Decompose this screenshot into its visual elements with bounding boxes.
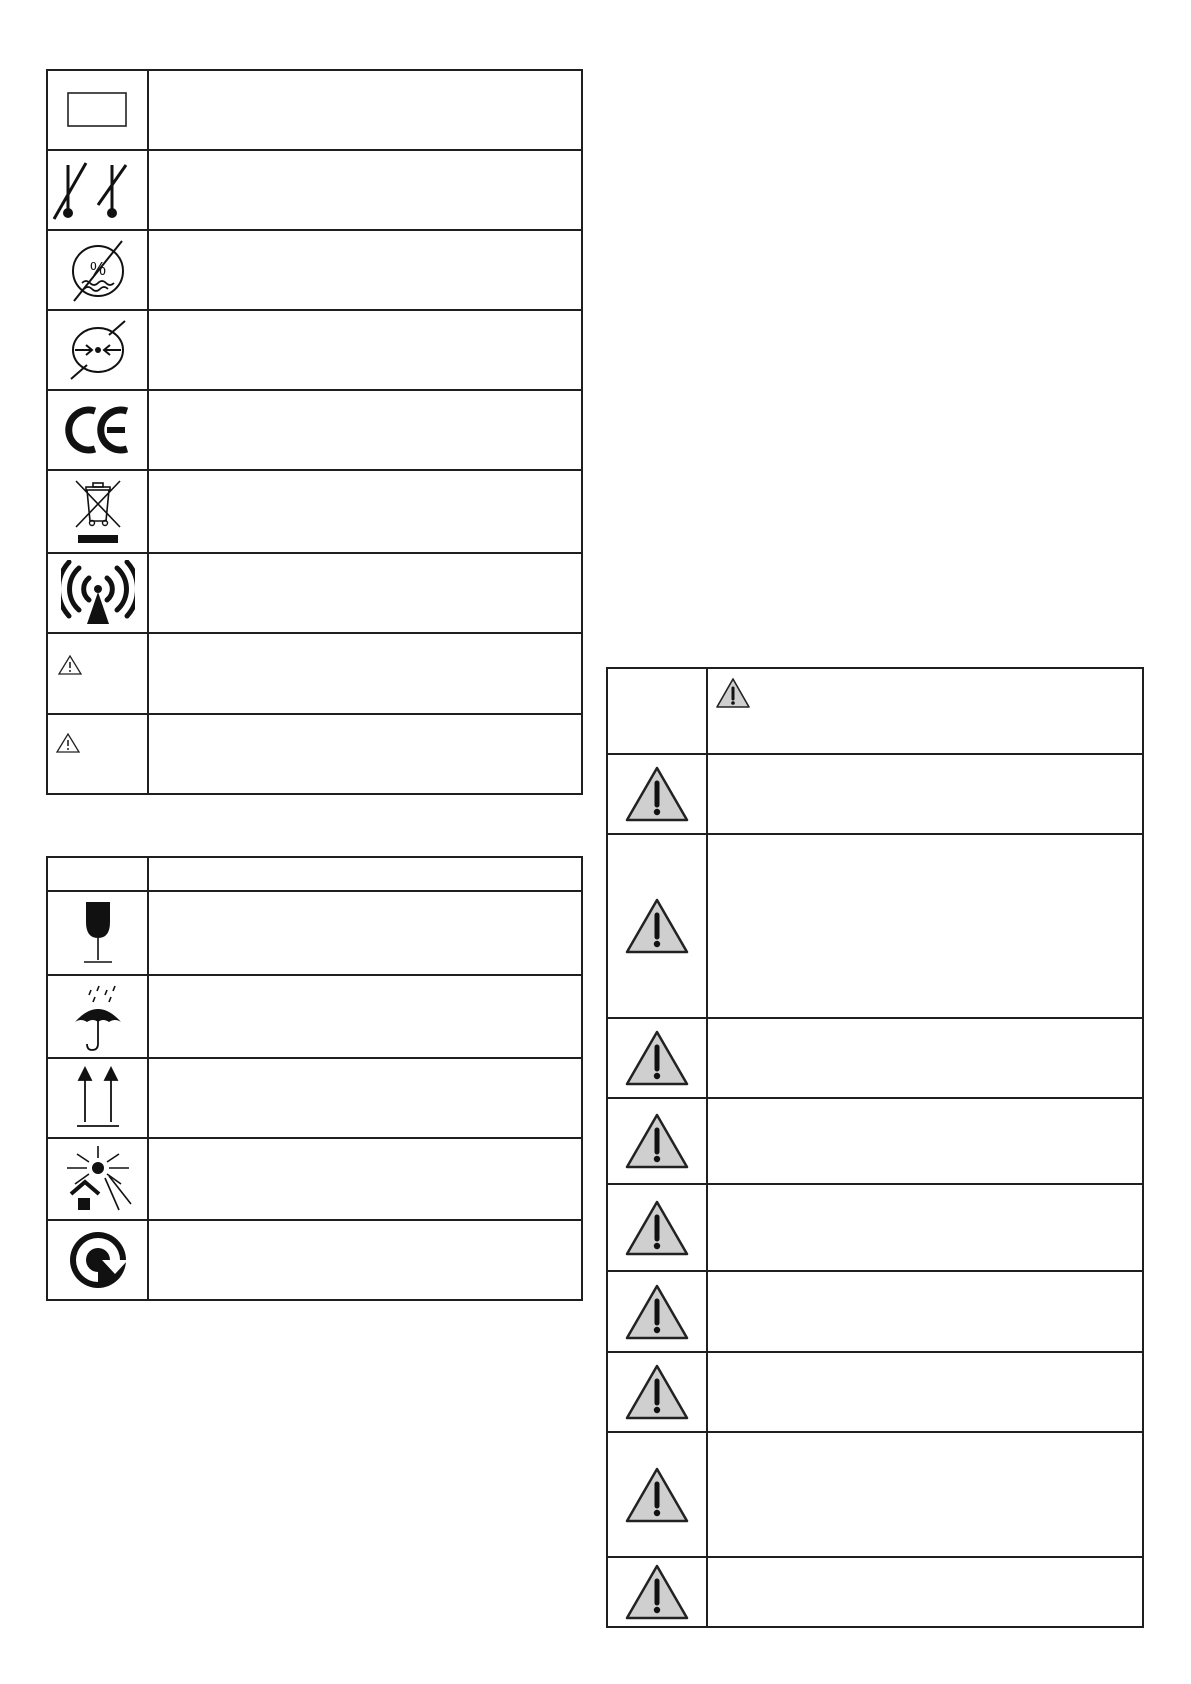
warning-text xyxy=(707,1352,1143,1432)
packaging-icon-cell xyxy=(47,1058,148,1138)
symbol-icon-cell xyxy=(47,714,148,794)
warnings-row xyxy=(607,1184,1143,1271)
warnings-row xyxy=(607,1271,1143,1352)
warning-text xyxy=(707,1271,1143,1352)
symbols-row xyxy=(47,310,582,390)
warnings-row xyxy=(607,668,1143,754)
warnings-row xyxy=(607,1018,1143,1098)
atmospheric-pressure-limit-icon xyxy=(63,317,133,383)
warning-triangle-icon xyxy=(624,1563,690,1621)
rectangle-frame-icon xyxy=(66,91,130,129)
keep-dry-umbrella-icon xyxy=(71,982,125,1052)
warning-icon-cell xyxy=(607,1432,707,1557)
small-warning-icon xyxy=(55,732,81,754)
warning-triangle-icon xyxy=(624,1283,690,1341)
warning-triangle-icon xyxy=(624,1466,690,1524)
symbol-text xyxy=(148,310,582,390)
warning-text xyxy=(707,1557,1143,1627)
packaging-header-row xyxy=(47,857,582,891)
small-warning-icon xyxy=(57,654,83,676)
symbols-row xyxy=(47,70,582,150)
symbols-row xyxy=(47,230,582,310)
packaging-text xyxy=(148,1138,582,1220)
symbol-text xyxy=(148,633,582,714)
warning-triangle-icon xyxy=(624,1363,690,1421)
packaging-text xyxy=(148,975,582,1058)
warning-icon-cell xyxy=(607,754,707,834)
small-warning-icon xyxy=(715,677,751,709)
symbol-icon-cell xyxy=(47,633,148,714)
symbol-text xyxy=(148,150,582,230)
warnings-row xyxy=(607,1557,1143,1627)
warning-text-cell xyxy=(707,668,1143,754)
packaging-icon-cell xyxy=(47,891,148,975)
packaging-row xyxy=(47,1138,582,1220)
symbol-text xyxy=(148,714,582,794)
symbol-icon-cell xyxy=(47,310,148,390)
symbol-icon-cell xyxy=(47,470,148,553)
warning-triangle-icon xyxy=(624,1029,690,1087)
symbol-text xyxy=(148,230,582,310)
ce-mark-icon xyxy=(65,403,131,457)
warning-icon-cell xyxy=(607,1557,707,1627)
packaging-text xyxy=(148,1058,582,1138)
symbol-icon-cell xyxy=(47,150,148,230)
warning-triangle-icon xyxy=(624,897,690,955)
warning-text xyxy=(707,1432,1143,1557)
packaging-header-cell xyxy=(148,857,582,891)
packaging-icon-cell xyxy=(47,1138,148,1220)
warning-text xyxy=(707,834,1143,1018)
green-dot-recycling-icon xyxy=(68,1230,128,1290)
non-ionizing-radiation-icon xyxy=(61,560,135,626)
warning-text xyxy=(707,754,1143,834)
packaging-row xyxy=(47,1058,582,1138)
symbols-row xyxy=(47,470,582,553)
warnings-row xyxy=(607,1432,1143,1557)
warnings-table xyxy=(606,667,1144,1628)
warning-text xyxy=(707,1184,1143,1271)
symbol-icon-cell xyxy=(47,390,148,470)
warning-text xyxy=(707,1018,1143,1098)
symbol-icon-cell xyxy=(47,553,148,633)
symbol-text xyxy=(148,553,582,633)
warning-icon-cell xyxy=(607,668,707,754)
symbol-icon-cell xyxy=(47,230,148,310)
warning-icon-cell xyxy=(607,1352,707,1432)
packaging-header-cell xyxy=(47,857,148,891)
warnings-row xyxy=(607,1098,1143,1184)
temperature-limit-icon xyxy=(50,157,146,223)
symbol-text xyxy=(148,470,582,553)
warnings-row xyxy=(607,1352,1143,1432)
symbol-text xyxy=(148,390,582,470)
weee-crossed-bin-icon xyxy=(72,477,124,547)
svg-text:%: % xyxy=(89,259,106,279)
packaging-table xyxy=(46,856,583,1301)
symbols-table xyxy=(46,69,583,795)
packaging-row xyxy=(47,1220,582,1300)
keep-away-from-sunlight-icon xyxy=(61,1144,135,1214)
packaging-icon-cell xyxy=(47,975,148,1058)
warning-triangle-icon xyxy=(624,1112,690,1170)
warning-triangle-icon xyxy=(624,765,690,823)
symbols-row xyxy=(47,150,582,230)
warning-icon-cell xyxy=(607,834,707,1018)
symbol-text xyxy=(148,70,582,150)
symbol-icon-cell xyxy=(47,70,148,150)
warning-icon-cell xyxy=(607,1271,707,1352)
warning-icon-cell xyxy=(607,1098,707,1184)
warnings-row xyxy=(607,754,1143,834)
packaging-text xyxy=(148,1220,582,1300)
warning-icon-cell xyxy=(607,1184,707,1271)
packaging-row xyxy=(47,891,582,975)
humidity-limit-icon xyxy=(66,237,130,303)
packaging-row xyxy=(47,975,582,1058)
symbols-row xyxy=(47,633,582,714)
symbols-row xyxy=(47,553,582,633)
symbols-row xyxy=(47,714,582,794)
this-way-up-icon xyxy=(73,1066,123,1130)
warning-triangle-icon xyxy=(624,1199,690,1257)
warning-text xyxy=(707,1098,1143,1184)
packaging-icon-cell xyxy=(47,1220,148,1300)
fragile-glass-icon xyxy=(80,900,116,966)
warnings-row xyxy=(607,834,1143,1018)
warning-icon-cell xyxy=(607,1018,707,1098)
packaging-text xyxy=(148,891,582,975)
symbols-row xyxy=(47,390,582,470)
